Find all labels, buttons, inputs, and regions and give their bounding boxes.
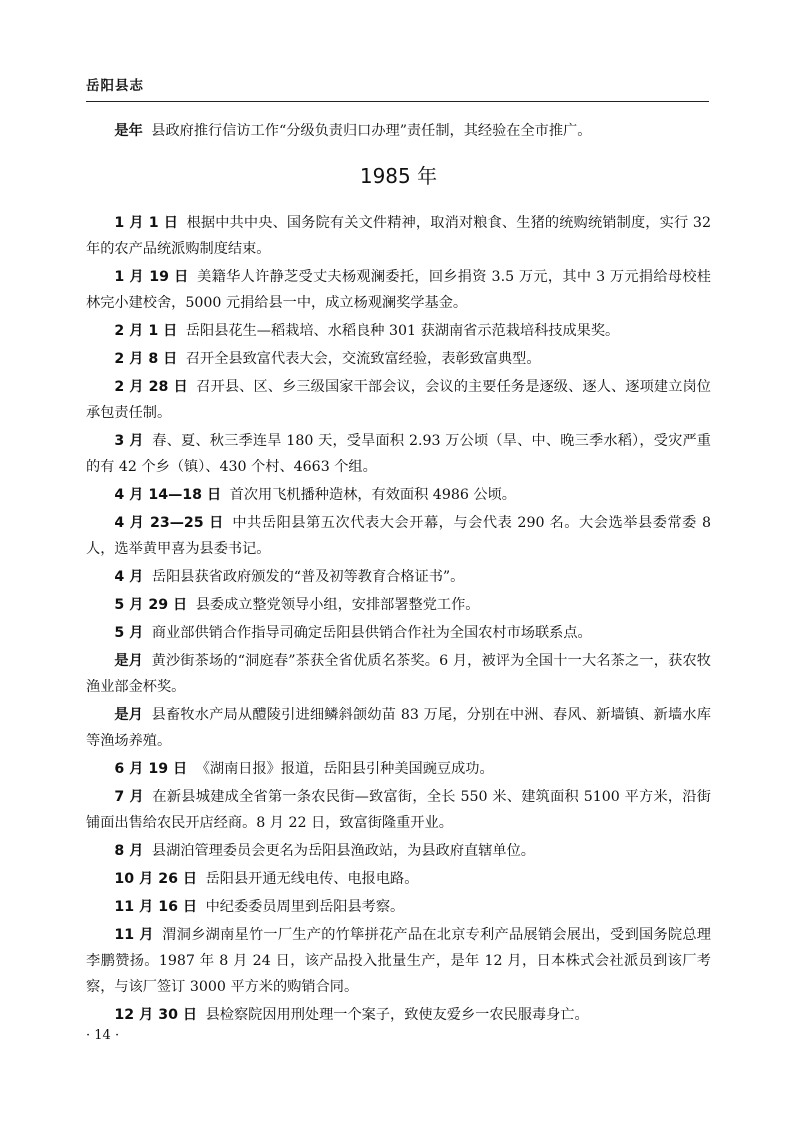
- entry-text: 岳阳县花生—稻栽培、水稻良种 301 获湖南省示范栽培科技成果奖。: [185, 323, 620, 339]
- entry-date: 5 月: [114, 625, 144, 641]
- year-heading: 1985 年: [359, 164, 438, 188]
- entry-text: 县委成立整党领导小组，安排部署整党工作。: [195, 597, 480, 613]
- entry-date: 6 月 19 日: [114, 761, 188, 777]
- entry-text: 黄沙街茶场的“洞庭春”茶获全省优质名茶奖。6 月，被评为全国十一大名茶之一，获农牧渔业部金杯奖。: [86, 653, 711, 695]
- entry-text: 在新县城建成全省第一条农民街—致富街，全长 550 米、建筑面积 5100 平方米，沿街铺面出售给农民开店经商。8 月 22 日，致富街隆重开业。: [86, 789, 711, 831]
- chronicle-entry: [86, 482, 711, 508]
- chronicle-entry: [86, 428, 711, 480]
- entry-date: 11 月: [114, 927, 154, 943]
- entry-text: 县检察院因用刑处理一个案子，致使友爱乡一农民服毒身亡。: [205, 1007, 589, 1023]
- chronicle-entry: [86, 264, 711, 316]
- page-number: · 14 ·: [86, 1028, 120, 1043]
- chronicle-entry: [86, 620, 711, 646]
- entry-text: 岳阳县获省政府颁发的“普及初等教育合格证书”。: [151, 569, 465, 585]
- chronicle-entry: [86, 838, 711, 864]
- chronicle-entry: [86, 592, 711, 618]
- entry-date: 1 月 19 日: [114, 269, 189, 285]
- entry-date: 4 月: [114, 569, 144, 585]
- chronicle-entry: [86, 510, 711, 562]
- entry-text: 召开县、区、乡三级国家干部会议，会议的主要任务是逐级、逐人、逐项建立岗位承包责任制。: [86, 379, 711, 421]
- entry-date: 12 月 30 日: [114, 1007, 198, 1023]
- chronicle-entry: [86, 756, 711, 782]
- page-body: [86, 118, 711, 1030]
- chronicle-entry: [86, 318, 711, 344]
- entry-date: 2 月 1 日: [114, 323, 178, 339]
- entry-date: 是月: [114, 653, 144, 669]
- entry-text: 县畜牧水产局从醴陵引进细鳞斜颌幼苗 83 万尾，分别在中洲、春风、新墙镇、新墙水库等渔场养殖。: [86, 707, 711, 749]
- entry-text: 首次用飞机播种造林，有效面积 4986 公顷。: [229, 487, 516, 503]
- entry-date: 3 月: [114, 433, 144, 449]
- entry-date: 7 月: [114, 789, 144, 805]
- chronicle-entry: [86, 346, 711, 372]
- entry-date: 是年: [114, 123, 143, 139]
- entry-text: 召开全县致富代表大会，交流致富经验，表彰致富典型。: [185, 351, 541, 367]
- entry-date: 2 月 28 日: [114, 379, 188, 395]
- chronicle-entry: [86, 894, 711, 920]
- chronicle-entry: [86, 374, 711, 426]
- entry-date: 11 月 16 日: [114, 899, 198, 915]
- entry-date: 2 月 8 日: [114, 351, 178, 367]
- chronicle-entry: [86, 1002, 711, 1028]
- intro-entry: [86, 118, 711, 144]
- entry-text: 县湖泊管理委员会更名为岳阳县渔政站，为县政府直辖单位。: [151, 843, 535, 859]
- entry-text: 《湖南日报》报道，岳阳县引种美国豌豆成功。: [195, 761, 494, 777]
- entry-date: 4 月 23—25 日: [114, 515, 224, 531]
- chronicle-entry: [86, 210, 711, 262]
- chronicle-entry: [86, 866, 711, 892]
- chronicle-entry: [86, 648, 711, 700]
- running-header: 岳阳县志: [86, 78, 144, 94]
- entry-text: 中共岳阳县第五次代表大会开幕，与会代表 290 名。大会选举县委常委 8 人，选举黄甲喜为县委书记。: [86, 515, 711, 557]
- header-rule: [86, 101, 709, 102]
- entry-text: 中纪委委员周里到岳阳县考察。: [205, 899, 405, 915]
- entry-text: 美籍华人许静芝受丈夫杨观澜委托，回乡捐资 3.5 万元，其中 3 万元捐给母校桂林完小建校舍，5000 元捐给县一中，成立杨观澜奖学基金。: [86, 269, 711, 311]
- entry-text: 春、夏、秋三季连旱 180 天，受旱面积 2.93 万公顷（旱、中、晚三季水稻），受灾严重的有 42 个乡（镇）、430 个村、4663 个组。: [86, 433, 711, 475]
- entry-text: 岳阳县开通无线电传、电报电路。: [205, 871, 419, 887]
- chronicle-entry: [86, 564, 711, 590]
- entry-date: 1 月 1 日: [114, 215, 179, 231]
- chronicle-entry: [86, 702, 711, 754]
- entry-date: 10 月 26 日: [114, 871, 198, 887]
- entry-text: 县政府推行信访工作“分级负责归口办理”责任制，其经验在全市推广。: [151, 123, 592, 139]
- chronicle-entry: [86, 784, 711, 836]
- entry-date: 8 月: [114, 843, 144, 859]
- entry-text: 商业部供销合作指导司确定岳阳县供销合作社为全国农村市场联系点。: [151, 625, 592, 641]
- entry-date: 4 月 14—18 日: [114, 487, 222, 503]
- entry-date: 是月: [114, 707, 144, 723]
- entry-text: 根据中共中央、国务院有关文件精神，取消对粮食、生猪的统购统销制度，实行 32 年的农产品统派购制度结束。: [86, 215, 711, 257]
- entry-date: 5 月 29 日: [114, 597, 188, 613]
- chronicle-entry: [86, 922, 711, 1000]
- entry-text: 渭洞乡湖南星竹一厂生产的竹筚拼花产品在北京专利产品展销会展出，受到国务院总理李鹏赞扬。1987 年 8 月 24 日，该产品投入批量生产，是年 12 月，日本株式会社派员到该厂考察，与该厂签订 3000 平方米的购销合同。: [86, 927, 711, 995]
